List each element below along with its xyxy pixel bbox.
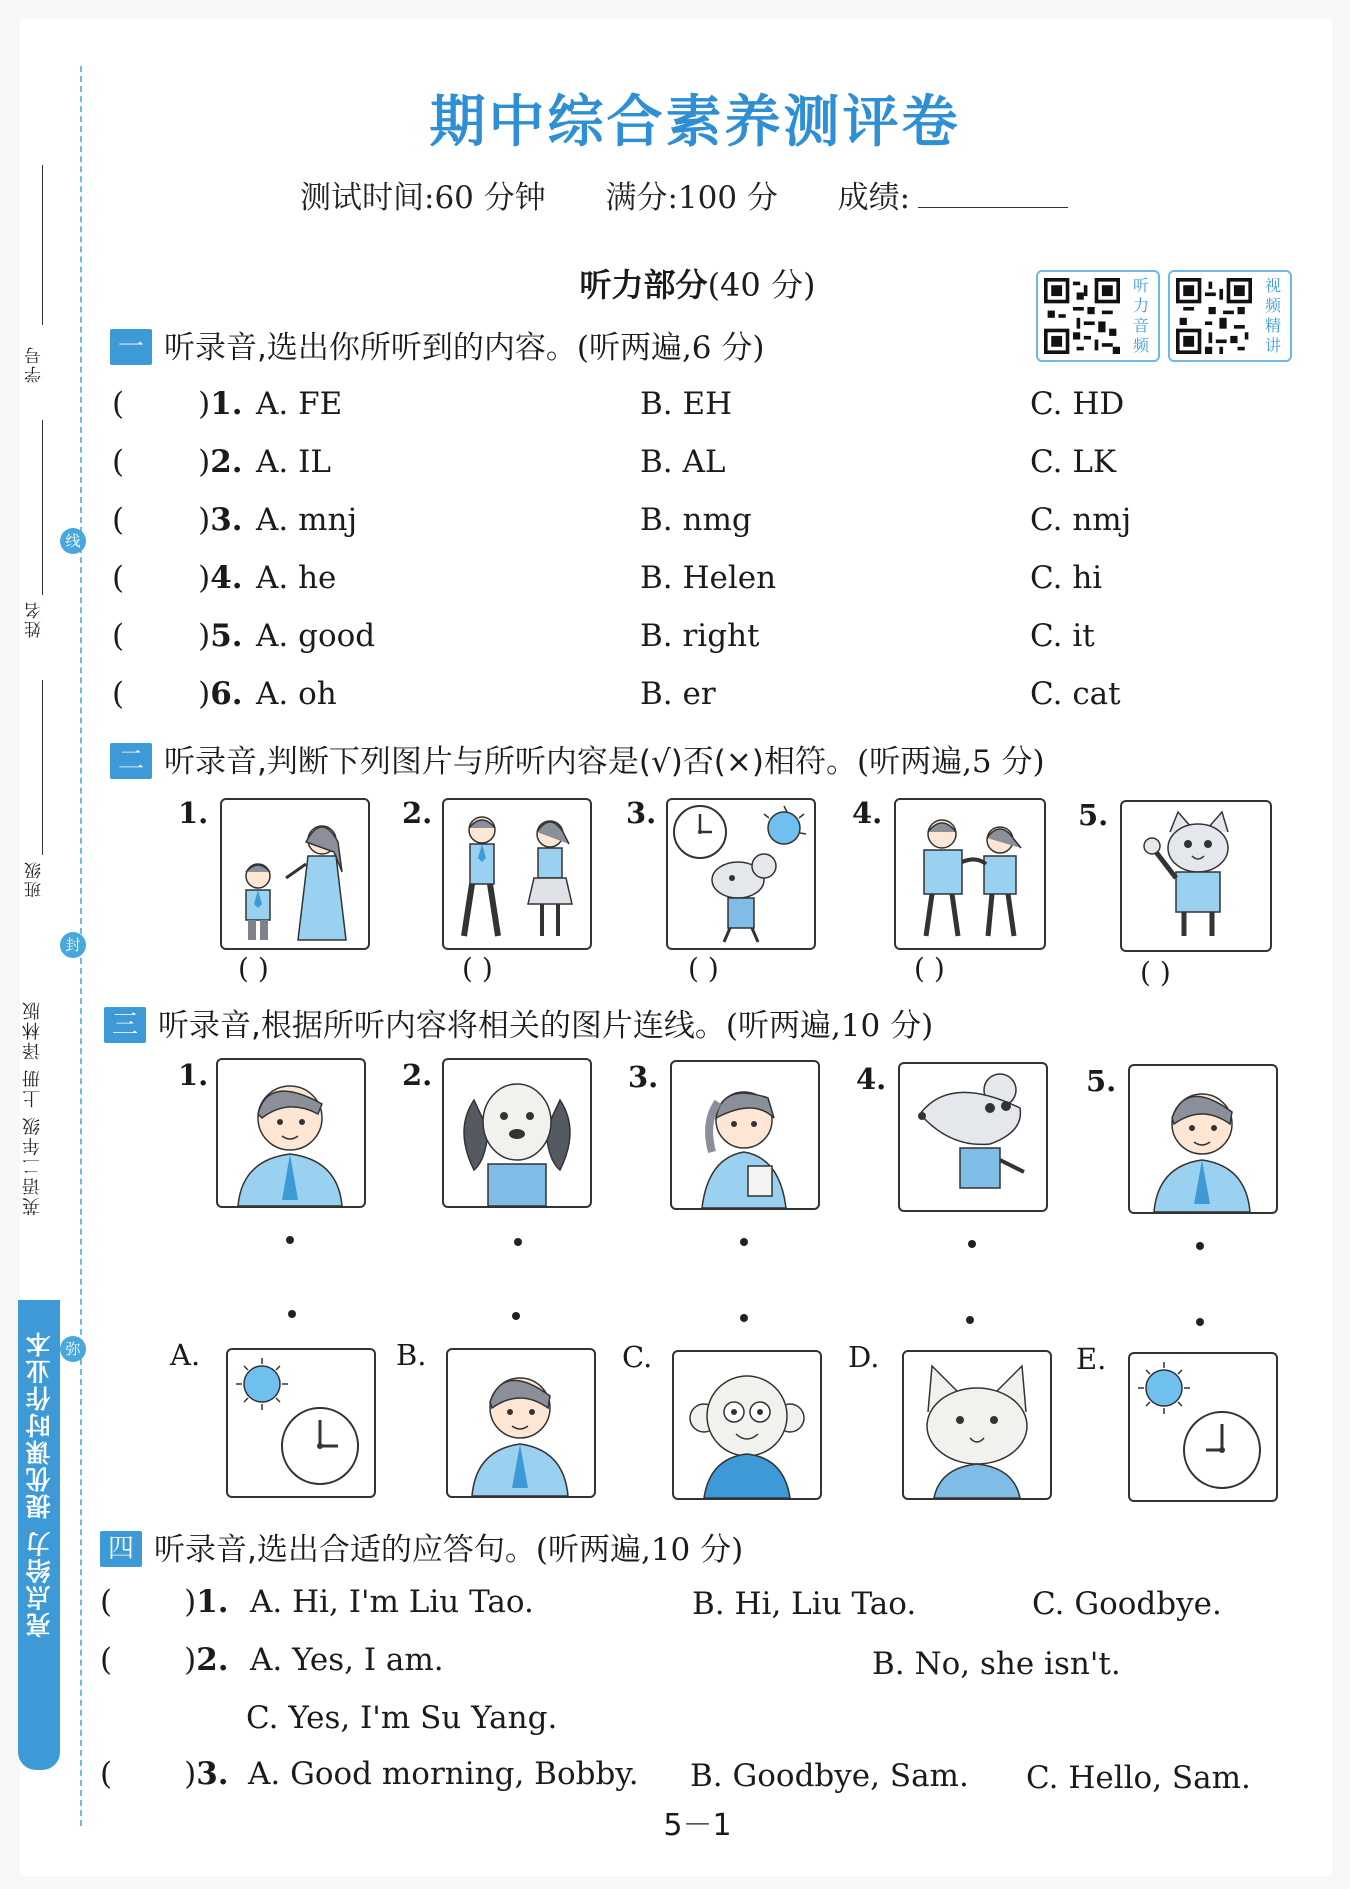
s3-picture-d-cat: [902, 1350, 1052, 1500]
bottom-dot-e[interactable]: [1196, 1318, 1204, 1326]
video-qr[interactable]: [1168, 270, 1292, 362]
time-label: 测试时间:60 分钟: [300, 180, 546, 216]
question-number: 5.: [210, 618, 243, 654]
s4-q3-option-b: B. Goodbye, Sam.: [690, 1758, 969, 1794]
bottom-dot-d[interactable]: [966, 1316, 974, 1324]
s4-question-3: [100, 1756, 229, 1792]
section-note: (听两遍,6 分): [576, 330, 765, 366]
s3-letter-a: A.: [170, 1338, 201, 1372]
s2-number-4: 4.: [852, 796, 883, 830]
s3-number-2: 2.: [402, 1058, 433, 1092]
s4-question-1: [100, 1584, 229, 1620]
s3-letter-c: C.: [622, 1340, 653, 1374]
s3-picture-boy-1: [216, 1058, 366, 1208]
question-number: 3.: [210, 502, 243, 538]
s3-picture-dog: [442, 1058, 592, 1208]
s2-picture-two-children: [442, 798, 592, 950]
answer-close-paren[interactable]: ): [198, 444, 211, 480]
s2-picture-boy-and-woman: [220, 798, 370, 950]
s1-option-a: A. good: [256, 618, 376, 654]
s1-question-row: [112, 386, 243, 422]
section-note: (听两遍,10 分): [535, 1532, 744, 1568]
s4-q3-option-a: A. Good morning, Bobby.: [248, 1756, 639, 1792]
s3-picture-mouse: [898, 1062, 1048, 1212]
s3-picture-c-monkey: [672, 1350, 822, 1500]
s2-answer-4[interactable]: ( ): [914, 952, 945, 985]
grade-book-label: 英语二年级 上册 译林版: [22, 1000, 43, 1216]
section-badge: 一: [110, 329, 152, 365]
answer-close-paren[interactable]: ): [198, 676, 211, 712]
s4-question-2: [100, 1642, 229, 1678]
s4-q1-option-b: B. Hi, Liu Tao.: [692, 1586, 917, 1622]
s1-question-row: [112, 560, 243, 596]
s3-number-3: 3.: [628, 1060, 659, 1094]
class-line: [42, 680, 43, 855]
s4-q2-option-c: C. Yes, I'm Su Yang.: [246, 1700, 558, 1736]
top-dot-5[interactable]: [1196, 1242, 1204, 1250]
question-number: 2.: [210, 444, 243, 480]
s1-option-b: B. nmg: [640, 502, 752, 538]
section-4-header: [100, 1524, 743, 1569]
s3-letter-d: D.: [848, 1340, 880, 1374]
s2-picture-cat-waving: [1120, 800, 1272, 952]
top-dot-2[interactable]: [514, 1238, 522, 1246]
part-points: (40 分): [707, 266, 816, 304]
class-label: 班级: [25, 860, 45, 898]
s2-answer-1[interactable]: ( ): [238, 952, 269, 985]
bottom-dot-c[interactable]: [740, 1314, 748, 1322]
s4-q1-option-c: C. Goodbye.: [1032, 1586, 1222, 1622]
s1-option-a: A. oh: [256, 676, 337, 712]
section-instruction: 听录音,选出合适的应答句。: [154, 1532, 536, 1568]
s1-option-c: C. HD: [1030, 386, 1125, 422]
s3-picture-a-sun-clock: [226, 1348, 376, 1498]
top-dot-1[interactable]: [286, 1236, 294, 1244]
s3-number-1: 1.: [178, 1058, 209, 1092]
answer-open-paren[interactable]: (: [112, 444, 125, 480]
s1-option-b: B. EH: [640, 386, 733, 422]
section-note: (听两遍,5 分): [856, 744, 1045, 780]
s3-letter-b: B.: [396, 1338, 427, 1372]
top-dot-3[interactable]: [740, 1238, 748, 1246]
video-qr-label: 视频精讲: [1264, 276, 1281, 355]
s4-q3-option-c: C. Hello, Sam.: [1026, 1760, 1251, 1796]
seal-mi-marker: 弥: [60, 1336, 86, 1362]
s1-option-c: C. cat: [1030, 676, 1121, 712]
brand-text: 亮点给力 提优课时作业本: [25, 1330, 54, 1638]
s2-number-3: 3.: [626, 796, 657, 830]
s1-option-b: B. Helen: [640, 560, 777, 596]
answer-close-paren[interactable]: ): [184, 1584, 197, 1620]
bottom-dot-b[interactable]: [512, 1312, 520, 1320]
s4-q2-option-b: B. No, she isn't.: [872, 1646, 1121, 1682]
section-instruction: 听录音,选出你所听到的内容。: [164, 330, 577, 366]
section-instruction: 听录音,根据所听内容将相关的图片连线。: [158, 1008, 726, 1044]
answer-close-paren[interactable]: ): [198, 502, 211, 538]
answer-open-paren[interactable]: (: [100, 1756, 113, 1792]
s2-number-5: 5.: [1078, 798, 1109, 832]
s1-option-b: B. right: [640, 618, 760, 654]
s1-question-row: [112, 618, 243, 654]
question-number: 1.: [196, 1584, 229, 1620]
answer-open-paren[interactable]: (: [100, 1642, 113, 1678]
s2-picture-mouse-clock-sun: [666, 798, 816, 950]
answer-close-paren[interactable]: ): [198, 618, 211, 654]
s2-picture-friends-arm-in-arm: [894, 798, 1046, 950]
section-badge: 四: [100, 1531, 142, 1567]
qr-code-icon: [1044, 278, 1120, 354]
s4-q2-option-a: A. Yes, I am.: [250, 1642, 444, 1678]
s1-option-a: A. mnj: [256, 502, 358, 538]
s1-question-row: [112, 502, 243, 538]
s1-question-row: [112, 676, 243, 712]
s1-question-row: [112, 444, 243, 480]
s1-option-c: C. nmj: [1030, 502, 1132, 538]
s1-option-a: A. IL: [256, 444, 331, 480]
section-3-header: [104, 1000, 933, 1045]
score-label: 成绩:: [837, 180, 911, 216]
student-no-label: 学号: [25, 345, 45, 383]
s3-number-5: 5.: [1086, 1064, 1117, 1098]
answer-close-paren[interactable]: ): [198, 560, 211, 596]
s2-answer-3[interactable]: ( ): [688, 952, 719, 985]
answer-open-paren[interactable]: (: [112, 386, 125, 422]
s3-number-4: 4.: [856, 1062, 887, 1096]
section-2-header: [110, 736, 1045, 781]
s1-option-b: B. AL: [640, 444, 726, 480]
answer-close-paren[interactable]: ): [198, 386, 211, 422]
s2-answer-5[interactable]: ( ): [1140, 956, 1171, 989]
s2-number-2: 2.: [402, 796, 433, 830]
s2-number-1: 1.: [178, 796, 209, 830]
section-badge: 三: [104, 1007, 146, 1043]
question-number: 1.: [210, 386, 243, 422]
answer-open-paren[interactable]: (: [112, 560, 125, 596]
part-title-text: 听力部分: [579, 266, 708, 304]
answer-open-paren[interactable]: (: [112, 676, 125, 712]
s1-option-a: A. FE: [256, 386, 343, 422]
full-marks: 满分:100 分: [605, 180, 778, 216]
section-note: (听两遍,10 分): [725, 1008, 934, 1044]
score-blank[interactable]: [918, 207, 1068, 208]
answer-close-paren[interactable]: ): [184, 1642, 197, 1678]
s3-letter-e: E.: [1076, 1342, 1107, 1376]
s1-option-b: B. er: [640, 676, 716, 712]
question-number: 2.: [196, 1642, 229, 1678]
seal-seal-marker: 封: [60, 932, 86, 958]
s3-picture-boy-2: [1128, 1064, 1278, 1214]
s1-option-c: C. it: [1030, 618, 1095, 654]
s3-picture-b-boy: [446, 1348, 596, 1498]
qr-code-icon: [1176, 278, 1252, 354]
name-label: 姓名: [25, 600, 45, 638]
page-title: 期中综合素养测评卷: [429, 90, 961, 155]
answer-open-paren[interactable]: (: [112, 618, 125, 654]
s1-option-c: C. LK: [1030, 444, 1117, 480]
audio-qr-label: 听力音频: [1132, 276, 1149, 355]
question-number: 4.: [210, 560, 243, 596]
name-line: [42, 420, 43, 595]
s3-picture-girl: [670, 1060, 820, 1210]
s1-option-a: A. he: [256, 560, 337, 596]
answer-close-paren[interactable]: ): [184, 1756, 197, 1792]
s3-picture-e-sun-clock: [1128, 1352, 1278, 1502]
answer-open-paren[interactable]: (: [112, 502, 125, 538]
question-number: 6.: [210, 676, 243, 712]
s2-answer-2[interactable]: ( ): [462, 952, 493, 985]
bottom-dot-a[interactable]: [288, 1310, 296, 1318]
audio-qr[interactable]: [1036, 270, 1160, 362]
section-1-header: [110, 322, 764, 367]
section-badge: 二: [110, 743, 152, 779]
answer-open-paren[interactable]: (: [100, 1584, 113, 1620]
s4-q1-option-a: A. Hi, I'm Liu Tao.: [250, 1584, 534, 1620]
top-dot-4[interactable]: [968, 1240, 976, 1248]
subtitle: [300, 172, 1068, 217]
s1-option-c: C. hi: [1030, 560, 1103, 596]
page-number: 5－1: [663, 1808, 732, 1843]
question-number: 3.: [196, 1756, 229, 1792]
seal-line-marker: 线: [60, 528, 86, 554]
section-instruction: 听录音,判断下列图片与所听内容是(√)否(×)相符。: [164, 744, 857, 780]
